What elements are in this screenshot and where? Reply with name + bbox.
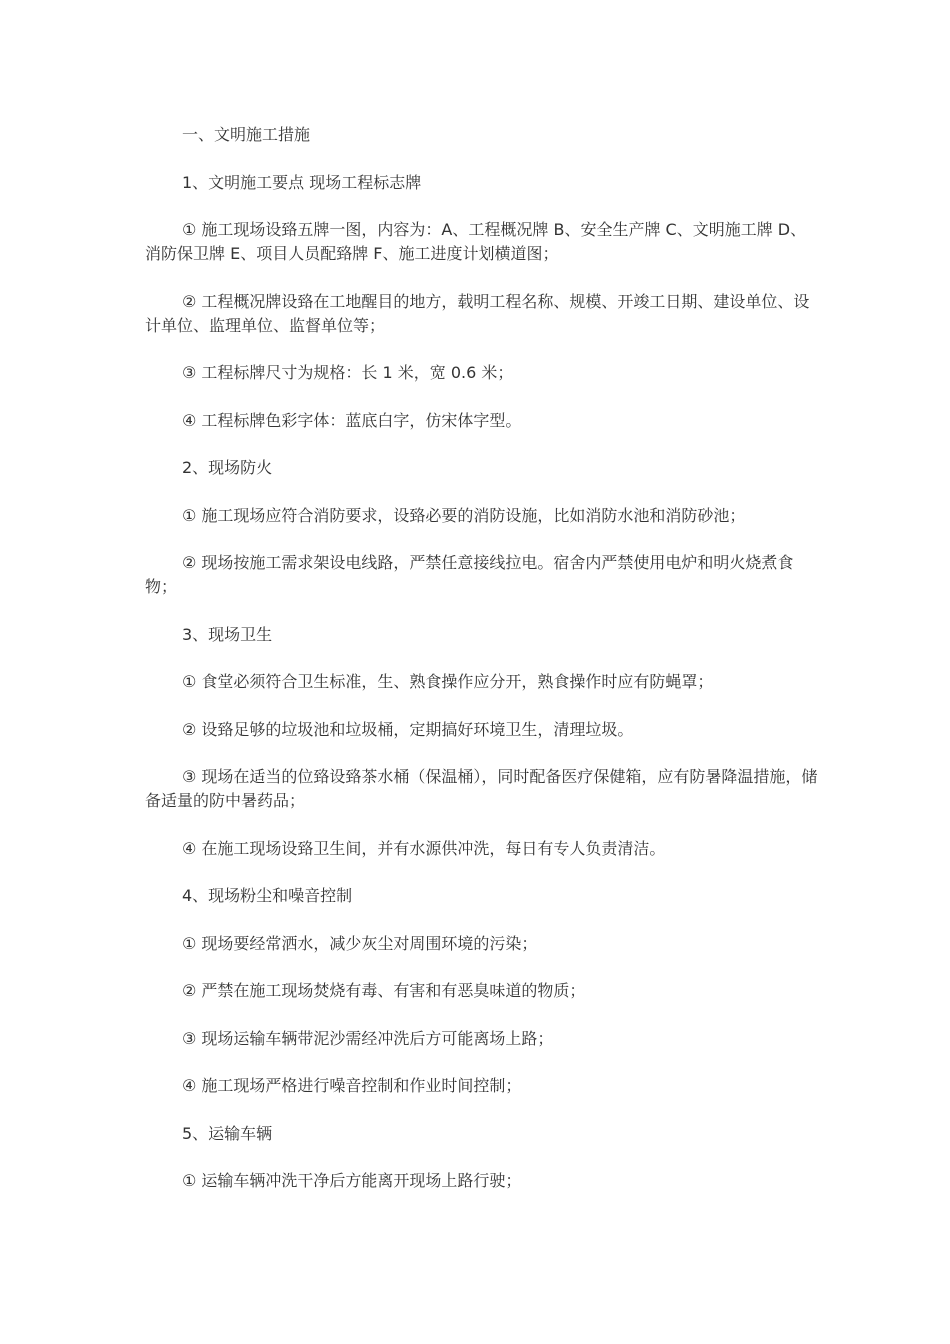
list-item: ① 运输车辆冲洗干净后方能离开现场上路行驶； bbox=[182, 1171, 522, 1190]
list-item: ④ 在施工现场设臵卫生间，并有水源供冲洗，每日有专人负责清洁。 bbox=[182, 838, 666, 858]
list-item: ③ 现场在适当的位臵设臵茶水桶（保温桶），同时配备医疗保健箱，应有防暑降温措施，储备适量的防中暑药品； bbox=[145, 767, 818, 810]
list-item: ① 施工现场设臵五牌一图，内容为：A、工程概况牌 B、安全生产牌 C、文明施工牌 D、消防保卫牌 E、项目人员配臵牌 F、施工进度计划横道图； bbox=[145, 220, 807, 263]
subsection-heading: 5、运输车辆 bbox=[182, 1123, 273, 1143]
list-item: ② 现场按施工需求架设电线路，严禁任意接线拉电。宿舍内严禁使用电炉和明火烧煮食物； bbox=[145, 553, 794, 596]
list-item: ② 严禁在施工现场焚烧有毒、有害和有恶臭味道的物质； bbox=[182, 981, 586, 1000]
list-item: ① 施工现场应符合消防要求，设臵必要的消防设施，比如消防水池和消防砂池； bbox=[182, 505, 746, 525]
section-heading: 一、文明施工措施 bbox=[182, 125, 311, 144]
list-item: ③ 现场运输车辆带泥沙需经冲洗后方可能离场上路； bbox=[182, 1028, 554, 1048]
document-body bbox=[145, 123, 820, 1217]
subsection-heading: 2、现场防火 bbox=[182, 458, 273, 477]
list-item: ④ 工程标牌色彩字体：蓝底白字，仿宋体字型。 bbox=[182, 410, 522, 430]
subsection-heading: 4、现场粉尘和噪音控制 bbox=[182, 886, 353, 905]
list-item: ① 现场要经常洒水，减少灰尘对周围环境的污染； bbox=[182, 933, 538, 953]
list-item: ② 设臵足够的垃圾池和垃圾桶，定期搞好环境卫生，清理垃圾。 bbox=[182, 719, 634, 739]
subsection-heading: 1、文明施工要点 现场工程标志牌 bbox=[182, 172, 422, 192]
list-item: ④ 施工现场严格进行噪音控制和作业时间控制； bbox=[182, 1076, 522, 1095]
list-item: ① 食堂必须符合卫生标准，生、熟食操作应分开，熟食操作时应有防蝇罩； bbox=[182, 672, 714, 691]
subsection-heading: 3、现场卫生 bbox=[182, 624, 273, 644]
list-item: ③ 工程标牌尺寸为规格：长 1 米，宽 0.6 米； bbox=[182, 363, 514, 382]
list-item: ② 工程概况牌设臵在工地醒目的地方，载明工程名称、规模、开竣工日期、建设单位、设计单位、监理单位、监督单位等； bbox=[145, 291, 810, 335]
